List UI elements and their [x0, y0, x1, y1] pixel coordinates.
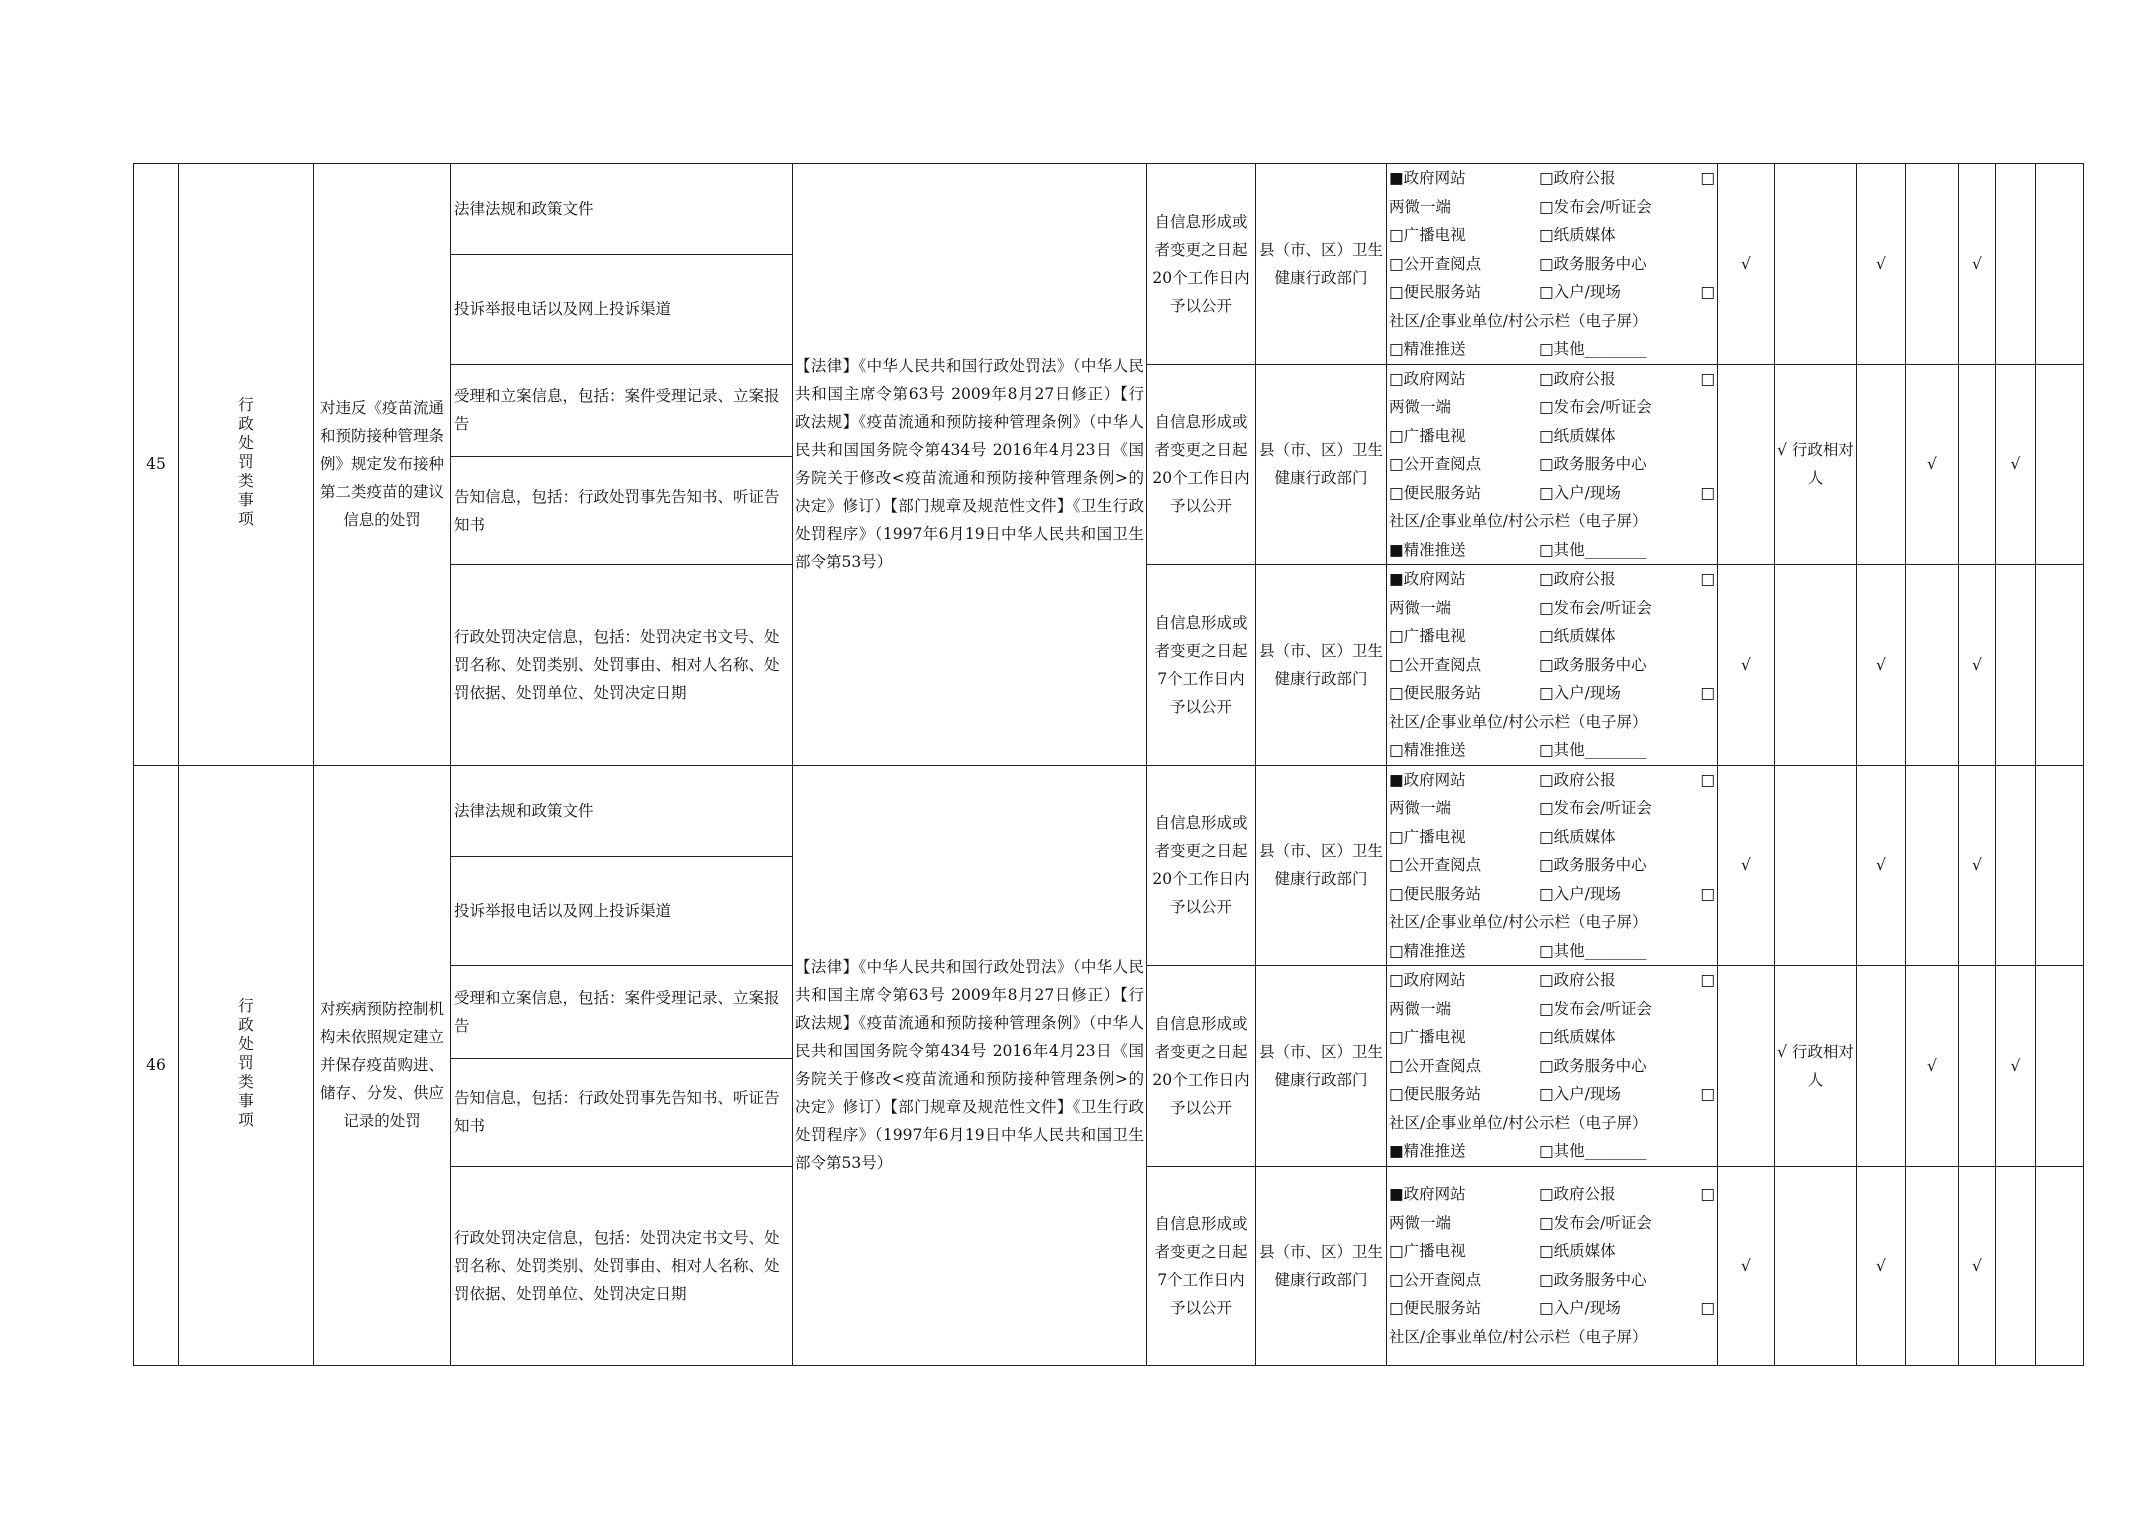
disclosure-subject: 县（市、区）卫生健康行政部门: [1256, 1166, 1387, 1365]
disclosure-content: 告知信息，包括：行政处罚事先告知书、听证告知书: [451, 1058, 793, 1166]
disclosure-subject: 县（市、区）卫生健康行政部门: [1256, 364, 1387, 565]
checkbox-icon: □: [1700, 884, 1715, 903]
channel-option: 两微一端: [1389, 398, 1452, 417]
channel-option: 社区/企事业单位/村公示栏（电子屏）: [1389, 311, 1648, 330]
channel-line: [1389, 995, 1715, 1024]
channel-option: □公开查阅点: [1389, 655, 1482, 674]
channel-option: ■精准推送: [1389, 1142, 1466, 1161]
channel-option: □政府公报: [1539, 169, 1616, 188]
disclosure-content: 法律法规和政策文件: [451, 164, 793, 255]
mark-cell: √: [1857, 164, 1906, 365]
channel-line: [1389, 1109, 1715, 1138]
channel-option: □政务服务中心: [1539, 455, 1647, 474]
mark-cell: [1906, 1166, 1959, 1365]
channel-option: 社区/企事业单位/村公示栏（电子屏）: [1389, 512, 1648, 531]
mark-cell: [1996, 1166, 2036, 1365]
channel-option: □公开查阅点: [1389, 856, 1482, 875]
disclosure-channels: [1387, 565, 1718, 766]
checkbox-icon: □: [1700, 169, 1715, 188]
channel-line: [1389, 307, 1715, 336]
disclosure-content: 受理和立案信息，包括：案件受理记录、立案报告: [451, 364, 793, 457]
mark-cell: √ 行政相对人: [1775, 966, 1857, 1167]
channel-option: □发布会/听证会: [1539, 197, 1652, 216]
channel-option: □精准推送: [1389, 340, 1466, 359]
disclosure-subject: 县（市、区）卫生健康行政部门: [1256, 765, 1387, 966]
channel-option: 社区/企事业单位/村公示栏（电子屏）: [1389, 913, 1648, 932]
mark-cell: [1775, 765, 1857, 966]
disclosure-time: 自信息形成或者变更之日起20个工作日内予以公开: [1147, 164, 1256, 365]
channel-line: [1389, 536, 1715, 565]
mark-cell: √: [1718, 164, 1775, 365]
channel-line: [1389, 622, 1715, 651]
channel-line: [1389, 1323, 1715, 1352]
channel-option: □纸质媒体: [1539, 426, 1616, 445]
channel-option: □便民服务站: [1389, 884, 1482, 903]
empty-cell: [2036, 565, 2084, 766]
channel-line: [1389, 193, 1715, 222]
mark-cell: [1906, 765, 1959, 966]
mark-cell: [1775, 164, 1857, 365]
mark-cell: √: [1959, 765, 1996, 966]
channel-line: [1389, 1137, 1715, 1166]
mark-cell: √ 行政相对人: [1775, 364, 1857, 565]
channel-option: 社区/企事业单位/村公示栏（电子屏）: [1389, 1113, 1648, 1132]
channel-option: □纸质媒体: [1539, 627, 1616, 646]
channel-line: [1389, 851, 1715, 880]
channel-option: □纸质媒体: [1539, 1028, 1616, 1047]
channel-option: □广播电视: [1389, 426, 1466, 445]
channel-line: [1389, 966, 1715, 995]
mark-cell: √: [1906, 966, 1959, 1167]
disclosure-subject: 县（市、区）卫生健康行政部门: [1256, 966, 1387, 1167]
channel-option: 两微一端: [1389, 999, 1452, 1018]
checkbox-icon: □: [1700, 1299, 1715, 1318]
channel-option: □精准推送: [1389, 741, 1466, 760]
channel-line: [1389, 1080, 1715, 1109]
channel-option: □便民服务站: [1389, 283, 1482, 302]
channel-option: □入户/现场: [1539, 884, 1621, 903]
channel-option: □广播电视: [1389, 226, 1466, 245]
mark-cell: [1718, 966, 1775, 1167]
channel-line: [1389, 736, 1715, 765]
empty-cell: [2036, 1166, 2084, 1365]
item-number: 45: [134, 164, 179, 766]
channel-line: [1389, 880, 1715, 909]
item-category: [179, 765, 314, 1365]
mark-cell: √: [1718, 565, 1775, 766]
channel-line: [1389, 679, 1715, 708]
channel-option: □其他________: [1539, 1142, 1647, 1161]
channel-option: □入户/现场: [1539, 1085, 1621, 1104]
channel-option: 社区/企事业单位/村公示栏（电子屏）: [1389, 1327, 1648, 1346]
channel-line: [1389, 1023, 1715, 1052]
channel-line: [1389, 1266, 1715, 1295]
channel-option: □公开查阅点: [1389, 1056, 1482, 1075]
channel-option: 两微一端: [1389, 197, 1452, 216]
channel-line: [1389, 221, 1715, 250]
channel-line: [1389, 651, 1715, 680]
channel-option: □便民服务站: [1389, 1299, 1482, 1318]
channel-option: □发布会/听证会: [1539, 398, 1652, 417]
disclosure-content: 投诉举报电话以及网上投诉渠道: [451, 856, 793, 965]
channel-option: 两微一端: [1389, 799, 1452, 818]
disclosure-channels: [1387, 966, 1718, 1167]
channel-option: □发布会/听证会: [1539, 799, 1652, 818]
channel-option: ■政府网站: [1389, 770, 1466, 789]
mark-cell: [1775, 565, 1857, 766]
channel-option: □入户/现场: [1539, 1299, 1621, 1318]
channel-option: □政府公报: [1539, 570, 1616, 589]
channel-line: [1389, 565, 1715, 594]
checkbox-icon: □: [1700, 369, 1715, 388]
channel-line: [1389, 1237, 1715, 1266]
disclosure-time: 自信息形成或者变更之日起7个工作日内予以公开: [1147, 1166, 1256, 1365]
channel-option: □政府网站: [1389, 971, 1466, 990]
channel-option: □政务服务中心: [1539, 254, 1647, 273]
channel-option: □公开查阅点: [1389, 254, 1482, 273]
disclosure-channels: [1387, 1166, 1718, 1365]
channel-line: [1389, 708, 1715, 737]
channel-option: □广播电视: [1389, 1242, 1466, 1261]
mark-cell: [1775, 1166, 1857, 1365]
channel-option: □其他________: [1539, 941, 1647, 960]
item-name: 对违反《疫苗流通和预防接种管理条例》规定发布接种第二类疫苗的建议信息的处罚: [314, 164, 451, 766]
channel-option: □政务服务中心: [1539, 1270, 1647, 1289]
channel-line: [1389, 1052, 1715, 1081]
mark-cell: [1906, 164, 1959, 365]
channel-option: □政务服务中心: [1539, 655, 1647, 674]
disclosure-content: 行政处罚决定信息，包括：处罚决定书文号、处罚名称、处罚类别、处罚事由、相对人名称、处罚依据、处罚单位、处罚决定日期: [451, 565, 793, 766]
mark-cell: [1857, 364, 1906, 565]
disclosure-content: 告知信息，包括：行政处罚事先告知书、听证告知书: [451, 457, 793, 565]
empty-cell: [2036, 765, 2084, 966]
channel-option: ■政府网站: [1389, 169, 1466, 188]
channel-line: [1389, 278, 1715, 307]
item-category-text: 行政处罚类事项: [238, 996, 254, 1129]
channel-line: [1389, 365, 1715, 394]
checkbox-icon: □: [1700, 1085, 1715, 1104]
channel-option: □政府公报: [1539, 369, 1616, 388]
channel-option: □政务服务中心: [1539, 856, 1647, 875]
channel-line: [1389, 450, 1715, 479]
legal-basis: 【法律】《中华人民共和国行政处罚法》（中华人民共和国主席令第63号 2009年8月27日修正）【行政法规】《疫苗流通和预防接种管理条例》（中华人民共和国国务院令第434号 2016年4月23日《国务院关于修改<疫苗流通和预防接种管理条例>的决定》修订）【部门规章及规范性文件】《卫生行政处罚程序》（1997年6月19日中华人民共和国卫生部令第53号）: [793, 765, 1147, 1365]
checkbox-icon: □: [1700, 770, 1715, 789]
disclosure-time: 自信息形成或者变更之日起7个工作日内予以公开: [1147, 565, 1256, 766]
mark-cell: [1996, 164, 2036, 365]
checkbox-icon: □: [1700, 971, 1715, 990]
channel-option: □广播电视: [1389, 627, 1466, 646]
disclosure-content: 受理和立案信息，包括：案件受理记录、立案报告: [451, 966, 793, 1059]
mark-cell: √: [1906, 364, 1959, 565]
disclosure-time: 自信息形成或者变更之日起20个工作日内予以公开: [1147, 765, 1256, 966]
disclosure-subject: 县（市、区）卫生健康行政部门: [1256, 164, 1387, 365]
disclosure-channels: [1387, 364, 1718, 565]
disclosure-content: 行政处罚决定信息，包括：处罚决定书文号、处罚名称、处罚类别、处罚事由、相对人名称、处罚依据、处罚单位、处罚决定日期: [451, 1166, 793, 1365]
empty-cell: [2036, 364, 2084, 565]
channel-line: [1389, 1209, 1715, 1238]
channel-option: 两微一端: [1389, 1213, 1452, 1232]
channel-line: [1389, 335, 1715, 364]
table-row: [134, 765, 2084, 856]
channel-option: □其他________: [1539, 741, 1647, 760]
channel-line: [1389, 937, 1715, 966]
mark-cell: [1718, 364, 1775, 565]
checkbox-icon: □: [1700, 283, 1715, 302]
channel-line: [1389, 250, 1715, 279]
channel-option: □其他________: [1539, 540, 1647, 559]
mark-cell: √: [1718, 1166, 1775, 1365]
channel-line: [1389, 164, 1715, 193]
channel-line: [1389, 422, 1715, 451]
mark-cell: √: [1996, 966, 2036, 1167]
checkbox-icon: □: [1700, 483, 1715, 502]
channel-option: □广播电视: [1389, 827, 1466, 846]
channel-option: □政府公报: [1539, 1185, 1616, 1204]
checkbox-icon: □: [1700, 1185, 1715, 1204]
channel-line: [1389, 594, 1715, 623]
channel-option: □广播电视: [1389, 1028, 1466, 1047]
disclosure-channels: [1387, 164, 1718, 365]
channel-option: □政府网站: [1389, 369, 1466, 388]
mark-cell: √: [1959, 565, 1996, 766]
channel-line: [1389, 1180, 1715, 1209]
mark-cell: √: [1857, 1166, 1906, 1365]
channel-option: □精准推送: [1389, 941, 1466, 960]
channel-option: □公开查阅点: [1389, 1270, 1482, 1289]
channel-option: □政府公报: [1539, 971, 1616, 990]
channel-option: □政务服务中心: [1539, 1056, 1647, 1075]
channel-option: □政府公报: [1539, 770, 1616, 789]
mark-cell: [1959, 966, 1996, 1167]
disclosure-content: 法律法规和政策文件: [451, 765, 793, 856]
channel-option: □发布会/听证会: [1539, 999, 1652, 1018]
channel-option: 两微一端: [1389, 598, 1452, 617]
channel-option: 社区/企事业单位/村公示栏（电子屏）: [1389, 712, 1648, 731]
mark-cell: [1959, 364, 1996, 565]
mark-cell: [1906, 565, 1959, 766]
mark-cell: √: [1996, 364, 2036, 565]
empty-cell: [2036, 966, 2084, 1167]
mark-cell: [1857, 966, 1906, 1167]
channel-option: □其他________: [1539, 340, 1647, 359]
channel-line: [1389, 1294, 1715, 1323]
channel-line: [1389, 393, 1715, 422]
mark-cell: √: [1959, 164, 1996, 365]
channel-line: [1389, 479, 1715, 508]
channel-line: [1389, 766, 1715, 795]
legal-basis: 【法律】《中华人民共和国行政处罚法》（中华人民共和国主席令第63号 2009年8月27日修正）【行政法规】《疫苗流通和预防接种管理条例》（中华人民共和国国务院令第434号 2016年4月23日《国务院关于修改<疫苗流通和预防接种管理条例>的决定》修订）【部门规章及规范性文件】《卫生行政处罚程序》（1997年6月19日中华人民共和国卫生部令第53号）: [793, 164, 1147, 766]
channel-option: □发布会/听证会: [1539, 1213, 1652, 1232]
mark-cell: √: [1959, 1166, 1996, 1365]
channel-option: □入户/现场: [1539, 483, 1621, 502]
channel-line: [1389, 507, 1715, 536]
channel-option: □纸质媒体: [1539, 1242, 1616, 1261]
channel-option: □发布会/听证会: [1539, 598, 1652, 617]
channel-option: □入户/现场: [1539, 283, 1621, 302]
channel-option: □公开查阅点: [1389, 455, 1482, 474]
item-category-text: 行政处罚类事项: [238, 395, 254, 528]
channel-line: [1389, 794, 1715, 823]
channel-option: ■政府网站: [1389, 1185, 1466, 1204]
channel-option: □便民服务站: [1389, 1085, 1482, 1104]
mark-cell: √: [1857, 765, 1906, 966]
channel-option: □纸质媒体: [1539, 226, 1616, 245]
disclosure-subject: 县（市、区）卫生健康行政部门: [1256, 565, 1387, 766]
mark-cell: √: [1857, 565, 1906, 766]
channel-line: [1389, 823, 1715, 852]
channel-option: □纸质媒体: [1539, 827, 1616, 846]
mark-cell: [1996, 765, 2036, 966]
disclosure-table: [133, 163, 2084, 1366]
channel-option: □便民服务站: [1389, 684, 1482, 703]
checkbox-icon: □: [1700, 684, 1715, 703]
checkbox-icon: □: [1700, 570, 1715, 589]
disclosure-time: 自信息形成或者变更之日起20个工作日内予以公开: [1147, 364, 1256, 565]
channel-option: □入户/现场: [1539, 684, 1621, 703]
channel-option: ■政府网站: [1389, 570, 1466, 589]
disclosure-channels: [1387, 765, 1718, 966]
channel-line: [1389, 908, 1715, 937]
item-name: 对疾病预防控制机构未依照规定建立并保存疫苗购进、储存、分发、供应记录的处罚: [314, 765, 451, 1365]
disclosure-content: 投诉举报电话以及网上投诉渠道: [451, 255, 793, 364]
channel-option: □便民服务站: [1389, 483, 1482, 502]
item-number: 46: [134, 765, 179, 1365]
empty-cell: [2036, 164, 2084, 365]
mark-cell: [1996, 565, 2036, 766]
item-category: [179, 164, 314, 766]
channel-option: ■精准推送: [1389, 540, 1466, 559]
mark-cell: √: [1718, 765, 1775, 966]
table-row: [134, 164, 2084, 255]
disclosure-time: 自信息形成或者变更之日起20个工作日内予以公开: [1147, 966, 1256, 1167]
